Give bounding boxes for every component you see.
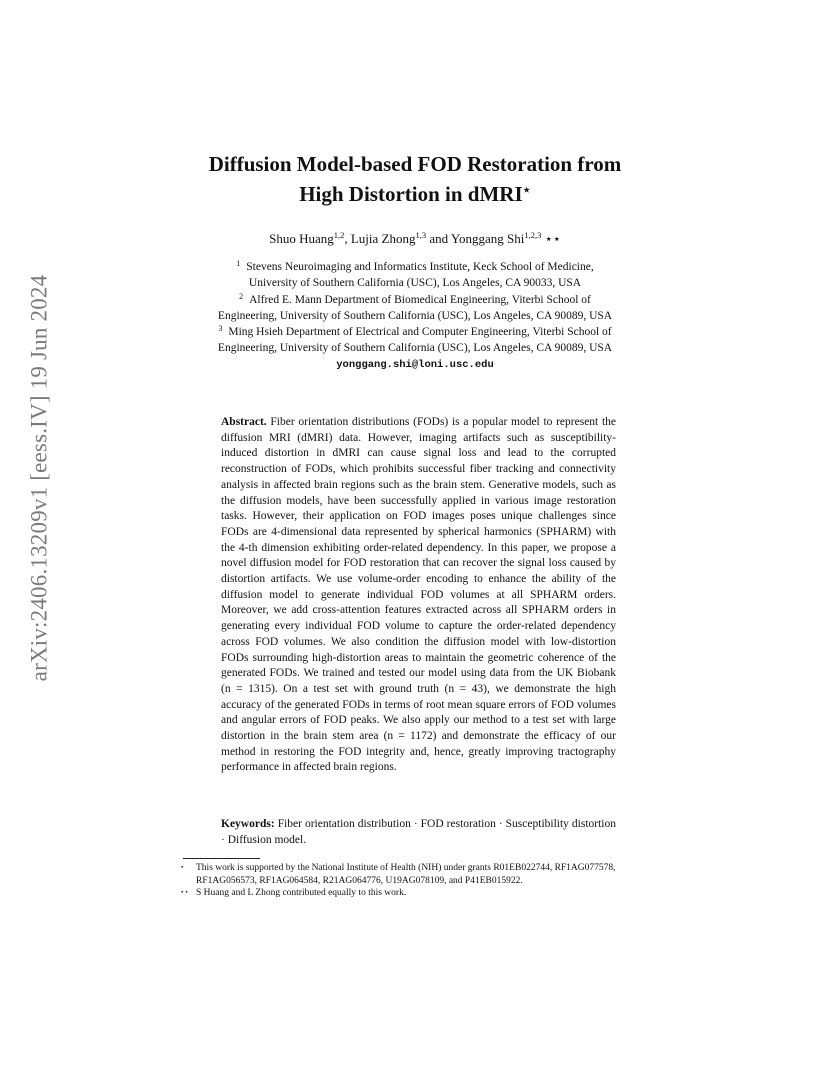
paper-title <box>150 151 680 207</box>
author-name: Shuo Huang <box>269 231 334 246</box>
affiliation-line <box>150 292 680 308</box>
affiliation-line <box>150 308 680 324</box>
affiliation-text: Engineering, University of Southern California (USC), Los Angeles, CA 90089, USA <box>217 309 613 322</box>
arxiv-sidebar <box>18 274 60 681</box>
affiliation-text: Engineering, University of Southern California (USC), Los Angeles, CA 90089, USA <box>217 342 613 355</box>
keywords-heading: Keywords: <box>221 818 275 830</box>
footnote-divider <box>183 858 260 859</box>
affiliation-line <box>150 324 680 340</box>
keywords <box>221 817 616 848</box>
footnote-funding <box>180 862 650 887</box>
author-affiliation-index: 1,2 <box>333 230 345 240</box>
author-affiliation-index: 1,3 <box>415 230 427 240</box>
author-footnote-mark: ⋆⋆ <box>541 231 561 246</box>
affiliation-text: Alfred E. Mann Department of Biomedical Engineering, Viterbi School of <box>249 293 591 306</box>
footnote-equal-contribution <box>180 887 650 900</box>
abstract <box>221 415 616 776</box>
title-line-2 <box>150 177 680 207</box>
arxiv-identifier: arXiv:2406.13209v1 [eess.IV] 19 Jun 2024 <box>26 274 51 681</box>
affiliation-text: Ming Hsieh Department of Electrical and Computer Engineering, Viterbi School of <box>228 326 612 339</box>
footnote-text: S Huang and L Zhong contributed equally to this work. <box>196 888 407 899</box>
affiliation-text: University of Southern California (USC), Los Angeles, CA 90033, USA <box>248 277 582 290</box>
affiliation-line <box>150 340 680 356</box>
author-separator: and <box>426 231 451 246</box>
author-list <box>150 230 680 248</box>
title-line-2-text: High Distortion in dMRI <box>299 182 523 206</box>
title-line-1: Diffusion Model-based FOD Restoration from <box>208 152 622 176</box>
footnotes <box>180 862 650 900</box>
author-name: Lujia Zhong <box>350 231 416 246</box>
contact-email[interactable]: yonggang.shi@loni.usc.edu <box>336 358 494 371</box>
author-name: Yonggang Shi <box>450 231 525 246</box>
affiliation-line <box>150 275 680 291</box>
affiliation-block <box>150 259 680 373</box>
affiliation-line <box>150 259 680 275</box>
footnote-mark: ⋆⋆ <box>180 888 189 897</box>
title-footnote-mark: ⋆ <box>522 182 531 197</box>
affiliation-number: 2 <box>239 291 244 301</box>
author-affiliation-index: 1,2,3 <box>524 230 542 240</box>
keywords-text: Fiber orientation distribution · FOD restoration · Susceptibility distortion · Diffusion model. <box>221 818 617 846</box>
affiliation-text: Stevens Neuroimaging and Informatics Institute, Keck School of Medicine, <box>246 261 594 273</box>
affiliation-number: 1 <box>236 259 241 268</box>
abstract-text: Fiber orientation distributions (FODs) is a popular model to represent the diffusion MRI (dMRI) data. However, imaging artifacts such as susceptibility-induced distortion in dMRI can cause signal loss and lead to the corrupted reconstruction of FODs, which prohibits successful fiber tracking and connectivity analysis in affected brain regions such as the brain stem. Generative models, such as the diffusion models, have been successfully applied in various image restoration tasks. However, their application on FOD images poses unique challenges since FODs are 4-dimensional data represented by spherical harmonics (SPHARM) with the 4-th dimension exhibiting order-related dependency. In this paper, we propose a novel diffusion model for FOD restoration that can recover the signal loss caused by distortion artifacts. We use volume-order encoding to enhance the ability of the diffusion model to generate individual FOD volumes at all SPHARM orders. Moreover, we add cross-attention features extracted across all SPHARM orders in generating every individual FOD volume to capture the order-related dependency across FOD volumes. We also condition the diffusion model with low-distortion FODs surrounding high-distortion areas to maintain the geometric coherence of the generated FODs. We trained and tested our model using data from the UK Biobank (n = 1315). On a test set with ground truth (n = 43), we demonstrate the high accuracy of the generated FODs in terms of root mean square errors of FOD volumes and angular errors of FOD peaks. We also apply our method to a test set with large distortion in the brain stem area (n = 1172) and demonstrate the efficacy of our method in restoring the FOD integrity and, hence, greatly improving tractography performance in affected brain regions. <box>221 416 617 774</box>
footnote-mark: ⋆ <box>180 863 185 871</box>
affiliation-number: 3 <box>218 324 223 334</box>
author-separator: , <box>344 231 351 246</box>
abstract-heading: Abstract. <box>221 416 267 428</box>
footnote-text: This work is supported by the National Institute of Health (NIH) under grants R01EB022744, RF1AG077578, RF1AG056573, RF1AG064584, R21AG064776, U19AG078109, and P41EB015922. <box>196 863 616 886</box>
